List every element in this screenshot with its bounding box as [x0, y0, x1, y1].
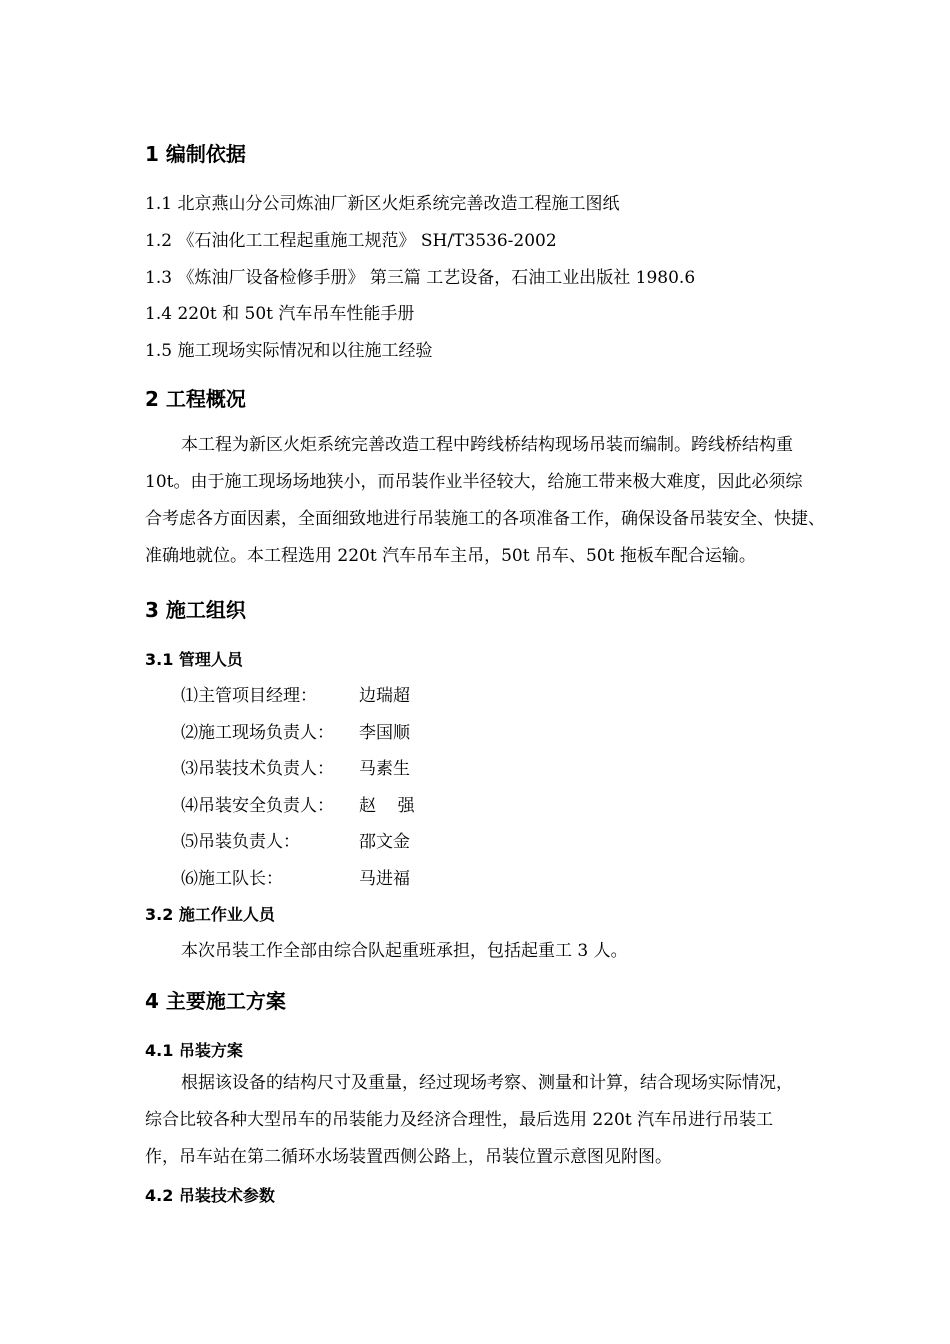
section-4-heading: 4 主要施工方案	[145, 989, 286, 1013]
personnel-name: 马进福	[359, 869, 410, 889]
list-item: 1.3 《炼油厂设备检修手册》 第三篇 工艺设备，石油工业出版社 1980.6	[145, 268, 696, 288]
list-item: 1.4 220t 和 50t 汽车吊车性能手册	[145, 304, 415, 324]
paragraph-line: 本工程为新区火炬系统完善改造工程中跨线桥结构现场吊装而编制。跨线桥结构重	[181, 435, 793, 455]
personnel-role: ⑸吊装负责人：	[181, 832, 300, 852]
personnel-row	[181, 754, 410, 779]
personnel-name: 边瑞超	[359, 686, 410, 706]
personnel-row	[181, 791, 415, 816]
list-item: 1.1 北京燕山分公司炼油厂新区火炬系统完善改造工程施工图纸	[145, 194, 620, 214]
personnel-row	[181, 718, 410, 743]
personnel-row	[181, 827, 410, 852]
subsection-3-2-text: 本次吊装工作全部由综合队起重班承担，包括起重工 3 人。	[181, 941, 628, 961]
paragraph-line: 合考虑各方面因素，全面细致地进行吊装施工的各项准备工作，确保设备吊装安全、快捷、	[145, 509, 825, 529]
paragraph-line: 综合比较各种大型吊车的吊装能力及经济合理性，最后选用 220t 汽车吊进行吊装工	[145, 1110, 774, 1130]
subsection-3-1-heading: 3.1 管理人员	[145, 650, 243, 669]
paragraph-line: 准确地就位。本工程选用 220t 汽车吊车主吊，50t 吊车、50t 拖板车配合运输。	[145, 546, 756, 566]
personnel-role: ⑹施工队长：	[181, 869, 283, 889]
paragraph-line: 作，吊车站在第二循环水场装置西侧公路上，吊装位置示意图见附图。	[145, 1147, 672, 1167]
personnel-row	[181, 864, 410, 889]
personnel-role: ⑵施工现场负责人：	[181, 723, 334, 743]
subsection-4-2-heading: 4.2 吊装技术参数	[145, 1186, 275, 1205]
subsection-4-1-heading: 4.1 吊装方案	[145, 1041, 243, 1060]
personnel-role: ⑷吊装安全负责人：	[181, 796, 334, 816]
personnel-name: 赵 强	[359, 796, 415, 816]
personnel-name: 邵文金	[359, 832, 410, 852]
section-3-heading: 3 施工组织	[145, 598, 246, 622]
subsection-3-2-heading: 3.2 施工作业人员	[145, 905, 275, 924]
personnel-name: 李国顺	[359, 723, 410, 743]
list-item: 1.2 《石油化工工程起重施工规范》 SH/T3536-2002	[145, 231, 557, 251]
paragraph-line: 根据该设备的结构尺寸及重量，经过现场考察、测量和计算，结合现场实际情况，	[181, 1073, 793, 1093]
section-2-paragraph	[145, 427, 905, 575]
section-2-heading: 2 工程概况	[145, 387, 246, 411]
personnel-role: ⑶吊装技术负责人：	[181, 759, 334, 779]
section-1-heading: 1 编制依据	[145, 142, 246, 166]
personnel-role: ⑴主管项目经理：	[181, 686, 317, 706]
paragraph-line: 10t。由于施工现场场地狭小，而吊装作业半径较大，给施工带来极大难度，因此必须综	[145, 472, 803, 492]
section-4-1-paragraph	[145, 1065, 905, 1176]
list-item: 1.5 施工现场实际情况和以往施工经验	[145, 341, 433, 361]
personnel-name: 马素生	[359, 759, 410, 779]
personnel-row	[181, 681, 410, 706]
